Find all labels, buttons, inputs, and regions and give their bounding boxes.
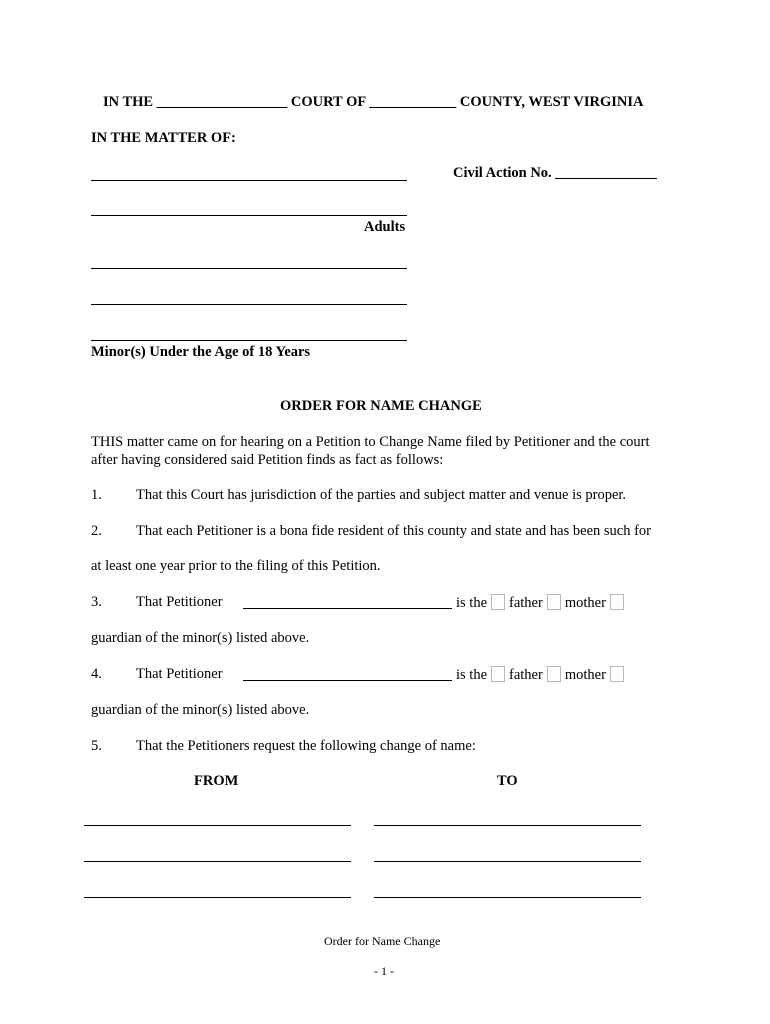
to-heading: TO — [497, 773, 518, 789]
finding-number: 5. — [91, 738, 102, 754]
finding-text-continued: guardian of the minor(s) listed above. — [91, 630, 310, 646]
father-checkbox[interactable] — [491, 594, 505, 610]
to-name-line-1[interactable] — [374, 825, 641, 826]
page-number: - 1 - — [374, 964, 394, 978]
footer-title: Order for Name Change — [324, 934, 441, 948]
guardian-checkbox[interactable] — [610, 594, 624, 610]
minor-name-line-3[interactable] — [91, 340, 407, 341]
to-name-line-3[interactable] — [374, 897, 641, 898]
finding-lead: That Petitioner — [136, 594, 223, 610]
document-title: ORDER FOR NAME CHANGE — [280, 398, 482, 414]
finding-number: 3. — [91, 594, 102, 610]
from-name-line-3[interactable] — [84, 897, 351, 898]
finding-text-continued: guardian of the minor(s) listed above. — [91, 702, 310, 718]
father-checkbox[interactable] — [491, 666, 505, 682]
father-label: father — [509, 667, 543, 683]
finding-text: That the Petitioners request the following change of name: — [136, 738, 476, 754]
is-the-text: is the — [456, 667, 488, 683]
mother-checkbox[interactable] — [547, 594, 561, 610]
intro-line-1: THIS matter came on for hearing on a Petition to Change Name filed by Petitioner and the court — [91, 434, 650, 450]
is-the-text: is the — [456, 595, 488, 611]
petitioner-name-field[interactable] — [243, 680, 452, 681]
party-name-line-1[interactable] — [91, 180, 407, 181]
father-label: father — [509, 595, 543, 611]
to-name-line-2[interactable] — [374, 861, 641, 862]
finding-text: That each Petitioner is a bona fide resident of this county and state and has been such for — [136, 523, 651, 539]
finding-number: 2. — [91, 523, 102, 539]
mother-label: mother — [564, 595, 606, 611]
court-caption: IN THE __________________ COURT OF ____________ COUNTY, WEST VIRGINIA — [103, 94, 644, 110]
adults-label: Adults — [364, 219, 406, 235]
petitioner-name-field[interactable] — [243, 608, 452, 609]
finding-lead: That Petitioner — [136, 666, 223, 682]
party-name-line-2[interactable] — [91, 215, 407, 216]
mother-checkbox[interactable] — [547, 666, 561, 682]
minor-name-line-1[interactable] — [91, 268, 407, 269]
mother-label: mother — [564, 667, 606, 683]
finding-text: That this Court has jurisdiction of the parties and subject matter and venue is proper. — [136, 487, 627, 503]
minor-name-line-2[interactable] — [91, 304, 407, 305]
from-name-line-2[interactable] — [84, 861, 351, 862]
matter-heading: IN THE MATTER OF: — [91, 130, 236, 146]
finding-number: 1. — [91, 487, 102, 503]
intro-line-2: after having considered said Petition finds as fact as follows: — [91, 452, 444, 468]
finding-number: 4. — [91, 666, 102, 682]
from-name-line-1[interactable] — [84, 825, 351, 826]
guardian-checkbox[interactable] — [610, 666, 624, 682]
minors-label: Minor(s) Under the Age of 18 Years — [91, 344, 311, 360]
from-heading: FROM — [194, 773, 239, 789]
civil-action-number: Civil Action No. ______________ — [453, 165, 657, 181]
finding-text-continued: at least one year prior to the filing of this Petition. — [91, 558, 381, 574]
